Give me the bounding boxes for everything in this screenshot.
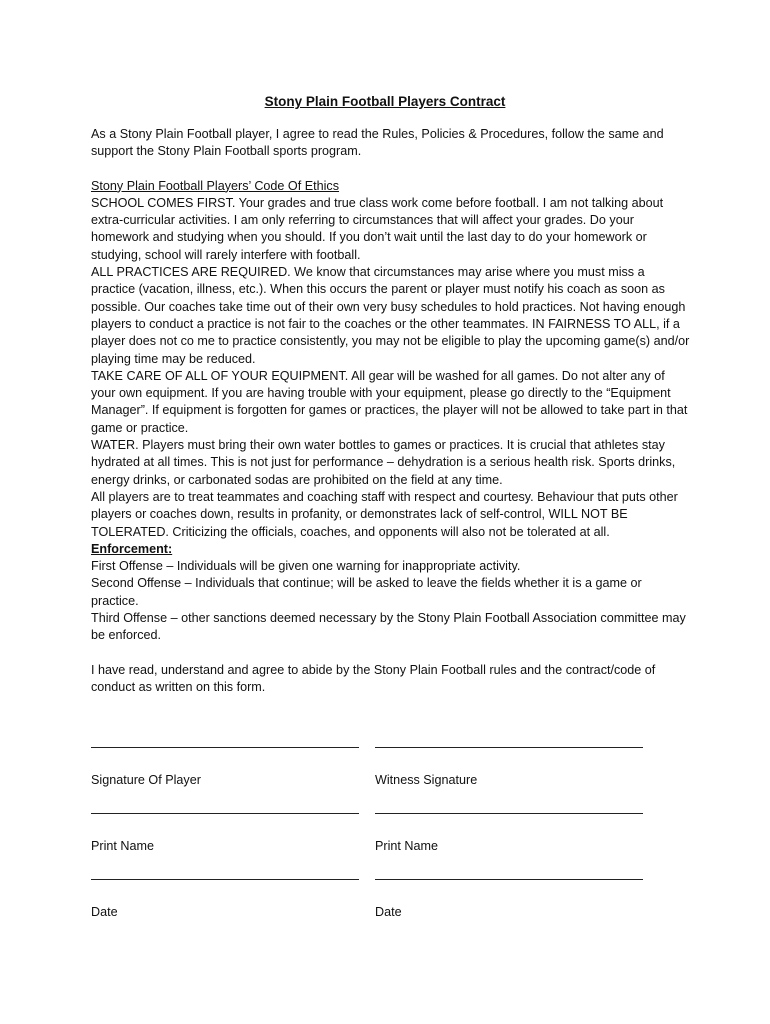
player-signature-line[interactable] [91,747,359,748]
player-print-name-line[interactable] [91,813,359,814]
witness-print-name-block [375,813,643,853]
second-offense: Second Offense – Individuals that continue; will be asked to leave the fields whether it is a game or practice. [91,576,642,608]
rule-respect: All players are to treat teammates and coaching staff with respect and courtesy. Behaviour that puts other players or coaches down, results in profanity, or demonstrates lack of self-control, WILL NOT BE TOLERATED. Criticizing the officials, coaches, and opponents will also not be tolerated at all. [91,489,678,539]
rule-water: WATER. Players must bring their own water bottles to games or practices. It is crucial that athletes stay hydrated at all times. This is not just for performance – dehydration is a serious health risk. Sports drinks, energy drinks, or carbonated sodas are prohibited on the field at any time. [91,438,676,487]
rule-practices-required: ALL PRACTICES ARE REQUIRED. We know that circumstances may arise where you must miss a practice (vacation, illness, etc.). When this occurs the parent or player must notify his coach as soon as possible. Our coaches take time out of their own very busy schedules to hold practices. Not having enough players to conduct a practice is not fair to the coaches or the other teammates. IN FAIRNESS TO ALL, if a player does not co me to practice consistently, you may not be eligible to play the upcoming game(s) and/or playing time may be reduced. [91,265,690,366]
player-print-name-label: Print Name [91,839,154,853]
witness-date-label: Date [375,905,402,919]
player-print-name-block [91,813,359,853]
witness-print-name-label: Print Name [375,839,438,853]
rule-school-first: SCHOOL COMES FIRST. Your grades and true class work come before football. I am not talking about extra-curricular activities. I am only referring to circumstances that will affect your grades. Do your homework and studying when you should. If you don’t wait until the last day to do your homework or studying, school will rarely interfere with football. [91,195,664,262]
witness-signature-label: Witness Signature [375,773,478,787]
witness-signature-line[interactable] [375,747,643,748]
player-signature-label: Signature Of Player [91,773,201,787]
date-row [91,879,651,919]
contract-body [91,126,691,696]
rule-equipment: TAKE CARE OF ALL OF YOUR EQUIPMENT. All gear will be washed for all games. Do not alter any of your own equipment. If you are having trouble with your equipment, please go directly to the “Equipment Manager”. If equipment is forgotten for games or practices, the player will not be allowed to take part in that game or practice. [91,368,688,435]
signature-row [91,747,651,787]
code-of-ethics-heading: Stony Plain Football Players’ Code Of Ethics [91,178,340,193]
first-offense: First Offense – Individuals will be given one warning for inappropriate activity. [91,559,521,574]
witness-date-line[interactable] [375,879,643,880]
intro-paragraph: As a Stony Plain Football player, I agree to read the Rules, Policies & Procedures, follow the same and support the Stony Plain Football sports program. [91,127,664,159]
witness-signature-block [375,747,643,787]
player-date-label: Date [91,905,118,919]
player-date-line[interactable] [91,879,359,880]
witness-print-name-line[interactable] [375,813,643,814]
document-title: Stony Plain Football Players Contract [264,94,506,109]
player-signature-block [91,747,359,787]
agreement-paragraph: I have read, understand and agree to abide by the Stony Plain Football rules and the contract/code of conduct as written on this form. [91,662,656,694]
enforcement-heading: Enforcement: [91,541,173,556]
player-date-block [91,879,359,919]
witness-date-block [375,879,643,919]
third-offense: Third Offense – other sanctions deemed necessary by the Stony Plain Football Association committee may be enforced. [91,611,686,643]
print-name-row [91,813,651,853]
